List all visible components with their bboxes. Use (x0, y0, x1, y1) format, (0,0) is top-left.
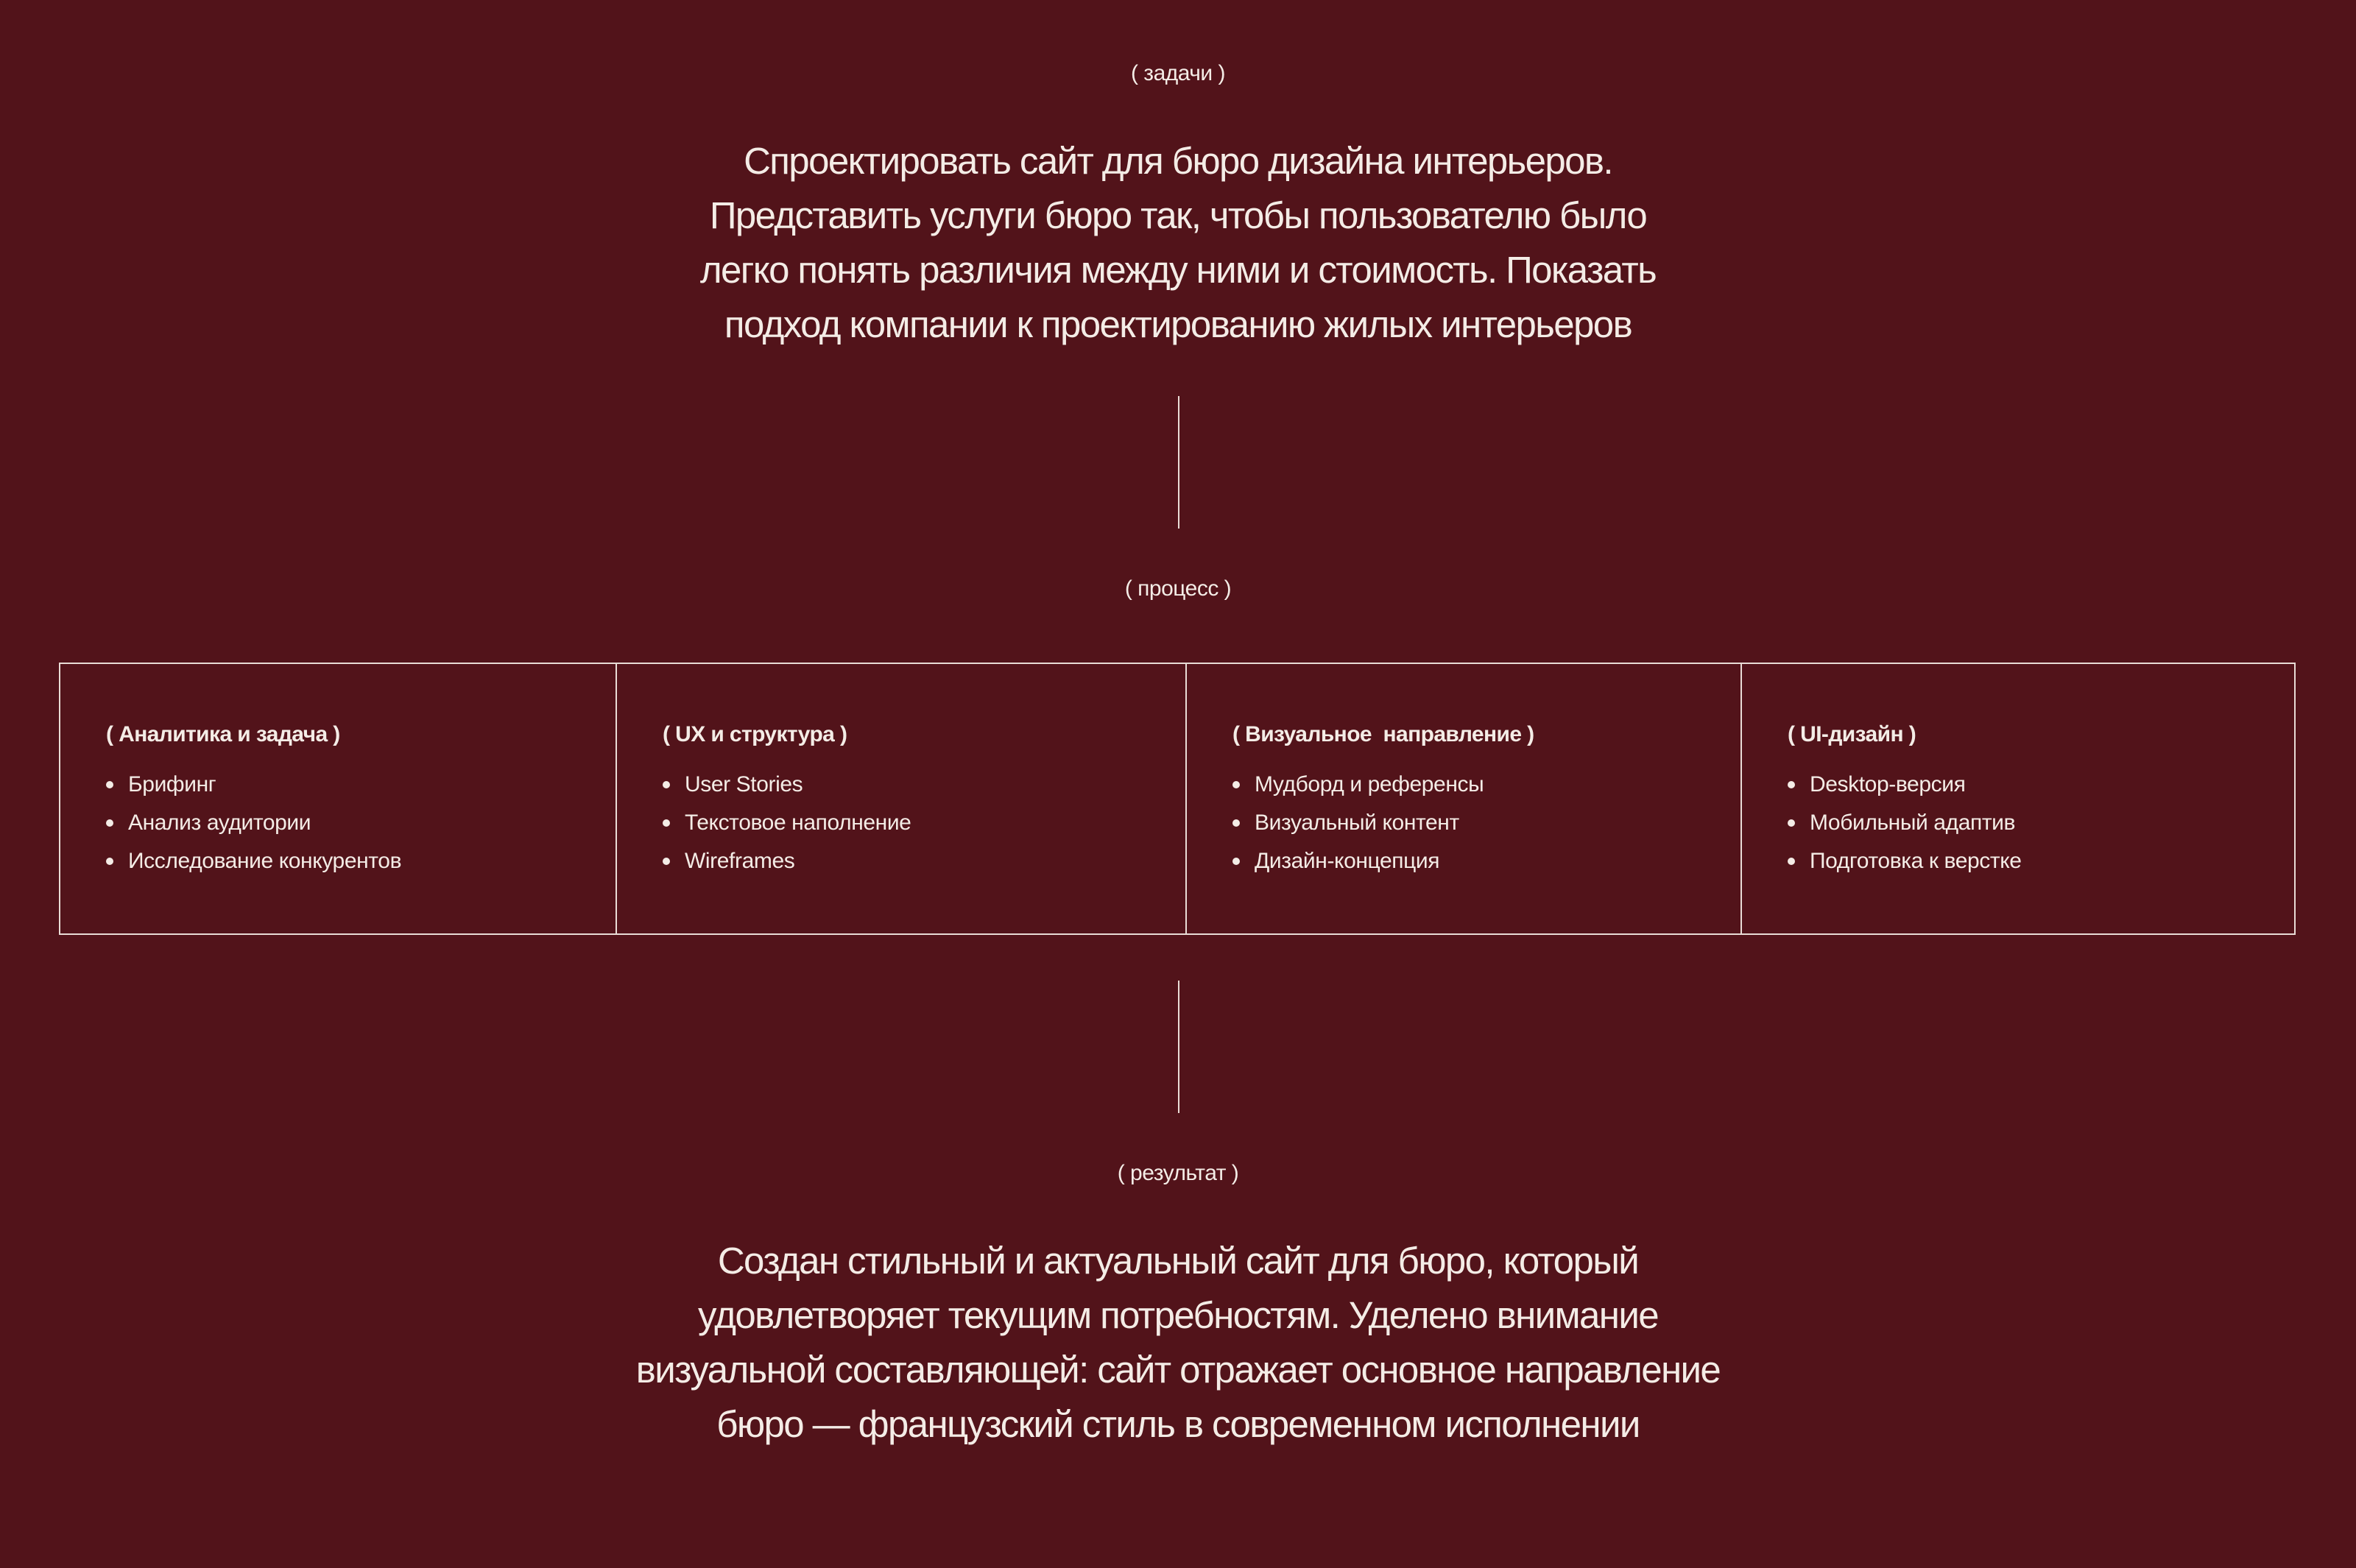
stage-title: ( UI-дизайн ) (1788, 722, 1916, 746)
tasks-line: Спроектировать сайт для бюро дизайна интерьеров. (744, 140, 1612, 182)
process-label: ( процесс ) (1124, 576, 1232, 601)
result-line: визуальной составляющей: сайт отражает основное направление (635, 1349, 1721, 1391)
tasks-line: Представить услуги бюро так, чтобы пользователю было (709, 194, 1647, 236)
stage-item: Визуальный контент (1232, 804, 1740, 842)
stage-item: Мудборд и референсы (1232, 766, 1740, 804)
stage-item: Брифинг (106, 766, 616, 804)
stage-item: Анализ аудитории (106, 804, 616, 842)
bullet-icon (106, 858, 113, 865)
stage-item: Исследование конкурентов (106, 842, 616, 880)
stage-item: Wireframes (663, 842, 1185, 880)
connector-line-bottom (1178, 981, 1179, 1113)
stage-list (663, 766, 1185, 880)
result-description (515, 1234, 1841, 1452)
stage-title: ( UX и структура ) (663, 722, 847, 746)
result-label: ( результат ) (1117, 1161, 1239, 1185)
stage-title: ( Аналитика и задача ) (106, 722, 340, 746)
bullet-icon (1232, 858, 1240, 865)
process-stage-ui (1742, 664, 2294, 933)
stage-item: Текстовое наполнение (663, 804, 1185, 842)
bullet-icon (1232, 819, 1240, 827)
process-table (59, 663, 2296, 935)
stage-item: Дизайн-концепция (1232, 842, 1740, 880)
bullet-icon (663, 858, 670, 865)
result-line: бюро — французский стиль в современном исполнении (716, 1403, 1640, 1445)
result-line: удовлетворяет текущим потребностям. Уделено внимание (698, 1294, 1658, 1336)
process-stage-analytics (60, 664, 617, 933)
stage-title: ( Визуальное направление ) (1232, 722, 1534, 746)
stage-item: Мобильный адаптив (1788, 804, 2294, 842)
bullet-icon (1788, 858, 1795, 865)
stage-item: User Stories (663, 766, 1185, 804)
bullet-icon (663, 781, 670, 788)
tasks-line: легко понять различия между ними и стоимость. Показать (699, 249, 1657, 291)
tasks-line: подход компании к проектированию жилых интерьеров (724, 303, 1632, 345)
bullet-icon (1788, 781, 1795, 788)
stage-item: Desktop-версия (1788, 766, 2294, 804)
bullet-icon (1232, 781, 1240, 788)
process-stage-visual (1187, 664, 1742, 933)
tasks-description (515, 134, 1841, 352)
stage-list (1788, 766, 2294, 880)
stage-list (1232, 766, 1740, 880)
bullet-icon (1788, 819, 1795, 827)
bullet-icon (663, 819, 670, 827)
stage-item: Подготовка к верстке (1788, 842, 2294, 880)
stage-list (106, 766, 616, 880)
process-stage-ux (617, 664, 1187, 933)
bullet-icon (106, 819, 113, 827)
connector-line-top (1178, 396, 1179, 529)
bullet-icon (106, 781, 113, 788)
result-line: Создан стильный и актуальный сайт для бюро, который (717, 1240, 1639, 1282)
tasks-label: ( задачи ) (1130, 61, 1225, 85)
